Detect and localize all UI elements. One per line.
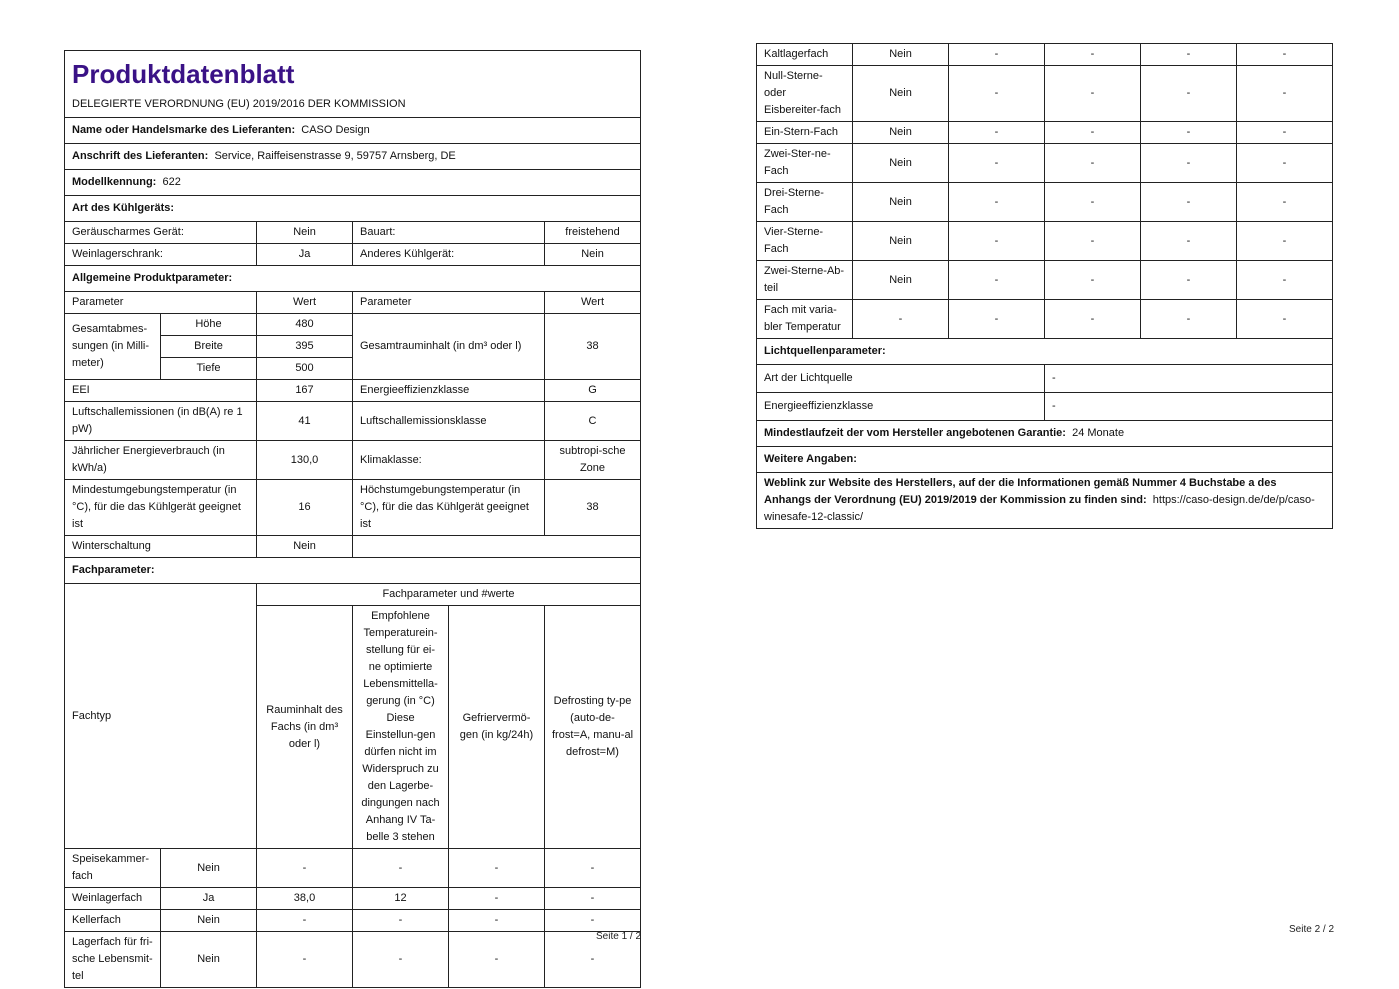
compartment-defrost: - xyxy=(1237,44,1333,66)
compartment-defrost: - xyxy=(1237,66,1333,122)
model-row xyxy=(65,170,641,196)
wine-cabinet-value: Ja xyxy=(257,244,353,266)
type-heading: Art des Kühlgeräts: xyxy=(72,202,175,214)
noise-class-value: C xyxy=(545,402,641,441)
compartment-defrost: - xyxy=(1237,222,1333,261)
height-label: Höhe xyxy=(161,314,257,336)
compartment-volume: - xyxy=(949,44,1045,66)
table-row xyxy=(65,932,641,988)
compartment-freeze: - xyxy=(1141,183,1237,222)
compartment-present: - xyxy=(853,300,949,339)
compartment-temp: - xyxy=(1045,183,1141,222)
compartment-temp: - xyxy=(353,932,449,988)
compartment-defrost: - xyxy=(1237,144,1333,183)
min-temp-value: 16 xyxy=(257,480,353,536)
compartment-heading: Fachparameter: xyxy=(72,564,155,576)
col-temp-header: Empfohlene Temperaturein-stellung für ei-ne optimierte Lebensmittella-gerung (in °C) Diese Einstellun-gen dürfen nicht im Widerspruch zu den Lagerbe-dingungen nach Anhang IV Ta-belle 3 stehen xyxy=(353,606,449,849)
col-freeze-header: Gefriervermö-gen (in kg/24h) xyxy=(449,606,545,849)
compartment-name: Ein-Stern-Fach xyxy=(757,122,853,144)
compartment-temp: - xyxy=(1045,261,1141,300)
compartment-volume: - xyxy=(949,122,1045,144)
compartment-name: Zwei-Ster-ne-Fach xyxy=(757,144,853,183)
compartment-name: Vier-Sterne-Fach xyxy=(757,222,853,261)
light-type-value: - xyxy=(1045,365,1333,393)
width-label: Breite xyxy=(161,336,257,358)
energy-class-value: G xyxy=(545,380,641,402)
compartment-temp: - xyxy=(353,849,449,888)
type-heading-row xyxy=(65,196,641,222)
model-label: Modellkennung: xyxy=(72,176,157,188)
page-footer-2: Seite 2 / 2 xyxy=(1289,924,1335,935)
energy-class-label: Energieeffizienzklasse xyxy=(353,380,545,402)
compartment-name: Fach mit varia-bler Temperatur xyxy=(757,300,853,339)
warranty-row xyxy=(757,421,1333,447)
value-header-2: Wert xyxy=(545,292,641,314)
winter-value: Nein xyxy=(257,536,353,558)
compartment-present: Nein xyxy=(853,222,949,261)
general-heading-row xyxy=(65,266,641,292)
compartment-present: Nein xyxy=(161,932,257,988)
compartment-freeze: - xyxy=(449,849,545,888)
table-row xyxy=(65,888,641,910)
compartment-defrost: - xyxy=(1237,122,1333,144)
height-value: 480 xyxy=(257,314,353,336)
compartment-freeze: - xyxy=(1141,66,1237,122)
table-row xyxy=(757,183,1333,222)
compartment-volume: 38,0 xyxy=(257,888,353,910)
max-temp-label: Höchstumgebungstemperatur (in °C), für die das Kühlgerät geeignet ist xyxy=(353,480,545,536)
table-row xyxy=(757,300,1333,339)
compartment-present: Ja xyxy=(161,888,257,910)
warranty-label: Mindestlaufzeit der vom Hersteller angebotenen Garantie: xyxy=(764,427,1066,439)
compartment-defrost: - xyxy=(545,932,641,988)
compartment-name: Null-Sterne- oder Eisbereiter-fach xyxy=(757,66,853,122)
compartment-volume: - xyxy=(949,183,1045,222)
compartment-freeze: - xyxy=(1141,261,1237,300)
compartment-temp: 12 xyxy=(353,888,449,910)
annual-consumption-value: 130,0 xyxy=(257,441,353,480)
light-type-label: Art der Lichtquelle xyxy=(757,365,1045,393)
dimensions-label: Gesamtabmes-sungen (in Milli-meter) xyxy=(65,314,161,380)
wine-cabinet-label: Weinlagerschrank: xyxy=(65,244,257,266)
compartment-volume: - xyxy=(949,261,1045,300)
compartment-freeze: - xyxy=(449,910,545,932)
min-temp-label: Mindestumgebungstemperatur (in °C), für die das Kühlgerät geeignet ist xyxy=(65,480,257,536)
supplier-value: CASO Design xyxy=(301,124,370,136)
compartment-name: Speisekammer-fach xyxy=(65,849,161,888)
compartment-freeze: - xyxy=(1141,144,1237,183)
compartment-present: Nein xyxy=(853,44,949,66)
low-noise-value: Nein xyxy=(257,222,353,244)
compartment-temp: - xyxy=(1045,144,1141,183)
compartment-volume: - xyxy=(949,66,1045,122)
light-class-value: - xyxy=(1045,393,1333,421)
col-defrost-header: Defrosting ty-pe (auto-de-frost=A, manu-al defrost=M) xyxy=(545,606,641,849)
volume-value: 38 xyxy=(545,314,641,380)
compartment-name: Zwei-Sterne-Ab-teil xyxy=(757,261,853,300)
compartment-temp: - xyxy=(353,910,449,932)
datasheet-table-page-1 xyxy=(64,50,641,988)
compartment-freeze: - xyxy=(449,932,545,988)
compartment-freeze: - xyxy=(1141,300,1237,339)
table-row xyxy=(65,849,641,888)
compartment-defrost: - xyxy=(1237,183,1333,222)
model-value: 622 xyxy=(162,176,181,188)
further-heading: Weitere Angaben: xyxy=(764,453,857,465)
compartment-defrost: - xyxy=(1237,300,1333,339)
compartment-freeze: - xyxy=(449,888,545,910)
depth-value: 500 xyxy=(257,358,353,380)
compartment-name: Kaltlagerfach xyxy=(757,44,853,66)
compartment-temp: - xyxy=(1045,44,1141,66)
param-header-2: Parameter xyxy=(353,292,545,314)
regulation-subtitle: DELEGIERTE VERORDNUNG (EU) 2019/2016 DER KOMMISSION xyxy=(72,98,406,110)
compartment-defrost: - xyxy=(1237,261,1333,300)
table-row xyxy=(65,910,641,932)
compartment-present: Nein xyxy=(853,66,949,122)
weblink-label: Weblink zur Website des Herstellers, auf der die Informationen gemäß Nummer 4 Buchstabe a des Anhangs der Verordnung (EU) 2019/2019 der Kommission zu finden sind: xyxy=(764,477,1277,506)
address-row xyxy=(65,144,641,170)
light-heading-row xyxy=(757,339,1333,365)
col-volume-header: Rauminhalt des Fachs (in dm³ oder l) xyxy=(257,606,353,849)
compartment-present: Nein xyxy=(161,849,257,888)
weblink-value: https://caso-design.de/de/p/caso-winesafe-12-classic/ xyxy=(764,494,1315,523)
compartment-defrost: - xyxy=(545,910,641,932)
table-row xyxy=(757,222,1333,261)
compartment-name: Lagerfach für fri-sche Lebensmit-tel xyxy=(65,932,161,988)
volume-label: Gesamtrauminhalt (in dm³ oder l) xyxy=(353,314,545,380)
param-header-1: Parameter xyxy=(65,292,257,314)
compartment-volume: - xyxy=(949,144,1045,183)
other-appliance-value: Nein xyxy=(545,244,641,266)
climate-class-label: Klimaklasse: xyxy=(353,441,545,480)
compartment-present: Nein xyxy=(161,910,257,932)
weblink-row xyxy=(757,473,1333,529)
general-heading: Allgemeine Produktparameter: xyxy=(72,272,233,284)
table-row xyxy=(757,66,1333,122)
other-appliance-label: Anderes Kühlgerät: xyxy=(353,244,545,266)
light-class-label: Energieeffizienzklasse xyxy=(757,393,1045,421)
compartment-temp: - xyxy=(1045,122,1141,144)
page-title: Produktdatenblatt xyxy=(72,59,295,89)
low-noise-label: Geräuscharmes Gerät: xyxy=(65,222,257,244)
compartment-name: Drei-Sterne-Fach xyxy=(757,183,853,222)
warranty-value: 24 Monate xyxy=(1072,427,1125,439)
supplier-label: Name oder Handelsmarke des Lieferanten: xyxy=(72,124,296,136)
eei-label: EEI xyxy=(65,380,257,402)
compartment-present: Nein xyxy=(853,122,949,144)
table-row xyxy=(757,44,1333,66)
value-header-1: Wert xyxy=(257,292,353,314)
noise-label: Luftschallemissionen (in dB(A) re 1 pW) xyxy=(65,402,257,441)
supplier-row xyxy=(65,118,641,144)
empty-cell xyxy=(353,536,641,558)
width-value: 395 xyxy=(257,336,353,358)
design-value: freistehend xyxy=(545,222,641,244)
compartment-temp: - xyxy=(1045,300,1141,339)
compartment-present: Nein xyxy=(853,183,949,222)
design-label: Bauart: xyxy=(353,222,545,244)
max-temp-value: 38 xyxy=(545,480,641,536)
compartment-temp: - xyxy=(1045,222,1141,261)
compartment-present: Nein xyxy=(853,144,949,183)
compartment-freeze: - xyxy=(1141,44,1237,66)
compartment-volume: - xyxy=(949,222,1045,261)
datasheet-page-2 xyxy=(756,43,1332,529)
compartment-heading-row xyxy=(65,558,641,584)
table-row xyxy=(757,144,1333,183)
eei-value: 167 xyxy=(257,380,353,402)
compartment-name: Weinlagerfach xyxy=(65,888,161,910)
compartment-freeze: - xyxy=(1141,222,1237,261)
address-label: Anschrift des Lieferanten: xyxy=(72,150,209,162)
climate-class-value: subtropi-sche Zone xyxy=(545,441,641,480)
compartment-defrost: - xyxy=(545,888,641,910)
compartment-temp: - xyxy=(1045,66,1141,122)
compartment-freeze: - xyxy=(1141,122,1237,144)
compartment-volume: - xyxy=(257,849,353,888)
datasheet-page-1 xyxy=(64,50,640,988)
compartment-defrost: - xyxy=(545,849,641,888)
winter-label: Winterschaltung xyxy=(65,536,257,558)
datasheet-table-page-2 xyxy=(756,43,1333,529)
title-cell xyxy=(65,51,641,118)
address-value: Service, Raiffeisenstrasse 9, 59757 Arnsberg, DE xyxy=(214,150,456,162)
compartment-volume: - xyxy=(257,932,353,988)
further-heading-row xyxy=(757,447,1333,473)
light-heading: Lichtquellenparameter: xyxy=(764,345,886,357)
compartment-name: Kellerfach xyxy=(65,910,161,932)
fachtyp-header: Fachtyp xyxy=(65,584,257,849)
table-row xyxy=(757,261,1333,300)
compartment-volume: - xyxy=(949,300,1045,339)
noise-class-label: Luftschallemissionsklasse xyxy=(353,402,545,441)
compartment-group-header: Fachparameter und #werte xyxy=(257,584,641,606)
compartment-volume: - xyxy=(257,910,353,932)
compartment-present: Nein xyxy=(853,261,949,300)
page-footer-1: Seite 1 / 2 xyxy=(596,931,642,942)
depth-label: Tiefe xyxy=(161,358,257,380)
table-row xyxy=(757,122,1333,144)
noise-value: 41 xyxy=(257,402,353,441)
annual-consumption-label: Jährlicher Energieverbrauch (in kWh/a) xyxy=(65,441,257,480)
